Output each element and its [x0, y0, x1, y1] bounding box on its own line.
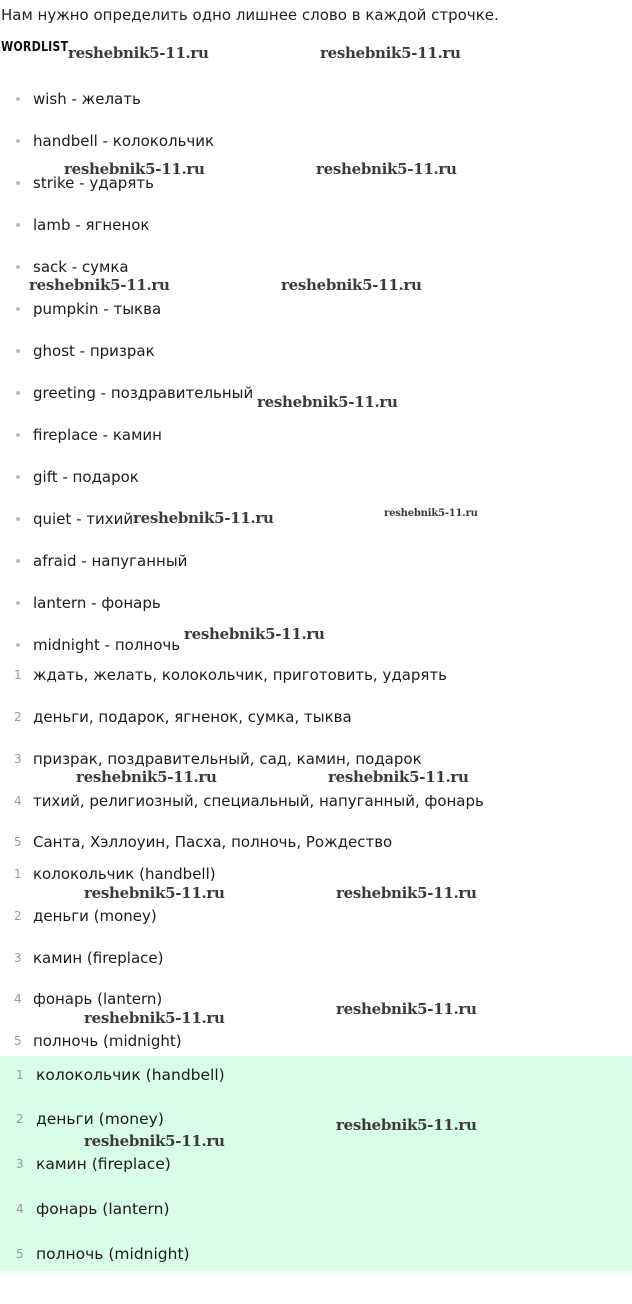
answer-text: полночь (midnight)	[36, 1245, 190, 1263]
wordlist-item-text: sack - сумка	[33, 258, 129, 276]
answer-text: камин (fireplace)	[36, 1155, 171, 1173]
wordlist-item-text: gift - подарок	[33, 468, 139, 486]
task-line-text: призрак, поздравительный, сад, камин, подарок	[33, 750, 422, 768]
watermark: reshebnik5-11.ru	[64, 160, 205, 178]
intro-text: Нам нужно определить одно лишнее слово в каждой строчке.	[1, 6, 499, 24]
answer-text: колокольчик (handbell)	[36, 1066, 225, 1084]
bullet-icon	[16, 475, 20, 479]
bullet-icon	[16, 307, 20, 311]
line-number: 1	[16, 1068, 24, 1082]
watermark: reshebnik5-11.ru	[336, 1000, 477, 1018]
watermark: reshebnik5-11.ru	[257, 393, 398, 411]
line-number: 1	[14, 668, 22, 682]
wordlist-heading: WORDLIST	[1, 40, 69, 55]
answer-text: деньги (money)	[36, 1110, 164, 1128]
task-line-text: Санта, Хэллоуин, Пасха, полночь, Рождество	[33, 833, 393, 851]
bullet-icon	[16, 601, 20, 605]
line-number: 3	[16, 1157, 24, 1171]
bullet-icon	[16, 139, 20, 143]
answer-text: камин (fireplace)	[33, 949, 164, 967]
watermark: reshebnik5-11.ru	[316, 160, 457, 178]
line-number: 2	[14, 909, 22, 923]
bullet-icon	[16, 265, 20, 269]
line-number: 3	[14, 951, 22, 965]
bullet-icon	[16, 517, 20, 521]
line-number: 5	[14, 1034, 22, 1048]
line-number: 4	[14, 992, 22, 1006]
line-number: 3	[14, 752, 22, 766]
answer-text: деньги (money)	[33, 907, 157, 925]
bullet-icon	[16, 643, 20, 647]
line-number: 2	[14, 710, 22, 724]
watermark: reshebnik5-11.ru	[84, 1132, 225, 1150]
bullet-icon	[16, 391, 20, 395]
line-number: 5	[14, 835, 22, 849]
bullet-icon	[16, 181, 20, 185]
task-line-text: ждать, желать, колокольчик, приготовить, ударять	[33, 666, 448, 684]
line-number: 2	[16, 1112, 24, 1126]
answer-text: фонарь (lantern)	[33, 990, 163, 1008]
wordlist-item-text: afraid - напуганный	[33, 552, 188, 570]
wordlist-item-text: handbell - колокольчик	[33, 132, 215, 150]
answer-text: колокольчик (handbell)	[33, 865, 216, 883]
wordlist-item-text: strike - ударять	[33, 174, 154, 192]
watermark: reshebnik5-11.ru	[133, 509, 274, 527]
bullet-icon	[16, 97, 20, 101]
watermark: reshebnik5-11.ru	[68, 44, 209, 62]
highlighted-answer-block	[0, 1056, 632, 1271]
wordlist-item-text: pumpkin - тыква	[33, 300, 162, 318]
watermark: reshebnik5-11.ru	[281, 276, 422, 294]
watermark: reshebnik5-11.ru	[320, 44, 461, 62]
line-number: 4	[14, 794, 22, 808]
task-line-text: деньги, подарок, ягненок, сумка, тыква	[33, 708, 352, 726]
watermark: reshebnik5-11.ru	[336, 1116, 477, 1134]
line-number: 1	[14, 867, 22, 881]
wordlist-item-text: fireplace - камин	[33, 426, 162, 444]
watermark: reshebnik5-11.ru	[184, 625, 325, 643]
bullet-icon	[16, 223, 20, 227]
watermark: reshebnik5-11.ru	[29, 276, 170, 294]
wordlist-item-text: lamb - ягненок	[33, 216, 150, 234]
answer-text: фонарь (lantern)	[36, 1200, 170, 1218]
wordlist-item-text: quiet - тихий	[33, 510, 134, 528]
wordlist-item-text: wish - желать	[33, 90, 141, 108]
answer-text: полночь (midnight)	[33, 1032, 182, 1050]
task-line-text: тихий, религиозный, специальный, напуганный, фонарь	[33, 792, 484, 810]
bullet-icon	[16, 433, 20, 437]
wordlist-item-text: lantern - фонарь	[33, 594, 161, 612]
wordlist-item-text: greeting - поздравительный	[33, 384, 254, 402]
bullet-icon	[16, 559, 20, 563]
watermark: reshebnik5-11.ru	[84, 884, 225, 902]
watermark: reshebnik5-11.ru	[384, 508, 478, 519]
watermark: reshebnik5-11.ru	[84, 1009, 225, 1027]
line-number: 4	[16, 1202, 24, 1216]
watermark: reshebnik5-11.ru	[328, 768, 469, 786]
wordlist-item-text: midnight - полночь	[33, 636, 181, 654]
watermark: reshebnik5-11.ru	[336, 884, 477, 902]
wordlist-item-text: ghost - призрак	[33, 342, 155, 360]
line-number: 5	[16, 1247, 24, 1261]
bullet-icon	[16, 349, 20, 353]
watermark: reshebnik5-11.ru	[76, 768, 217, 786]
